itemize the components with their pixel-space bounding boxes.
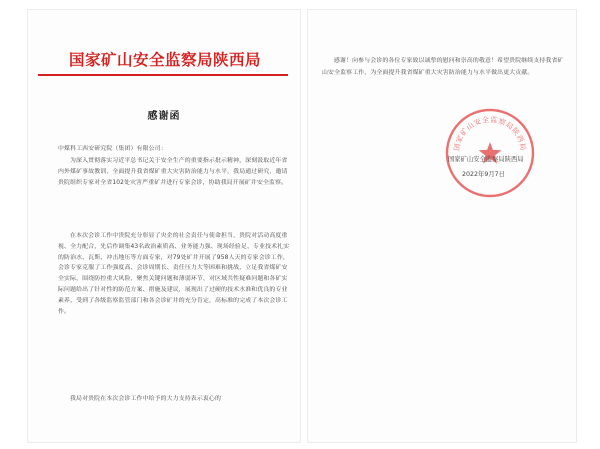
letterhead-rule (38, 74, 288, 76)
letter-page-2 (308, 10, 576, 442)
signature-date: 2022年9月7日 (462, 171, 505, 178)
signer-organization: 国家矿山安全监察局陕西局 (448, 156, 524, 163)
seal-text: 国家矿山安全监察局陕西局 (451, 114, 529, 152)
body-paragraph-3: 我局对贵院在本次会诊工作中给予的大力支持表示衷心的 (70, 396, 222, 402)
body-paragraph-2: 在本次会诊工作中贵院充分彰显了央企的社会责任与使命担当，贵院对活动高度重视、全力配合，先后作调集43名政治素质高、业务能力强、现场经验足、专业技术扎实的防治水、瓦斯、冲击地压等方面专家，对79处矿井开展了958人天的专家会诊工作，会诊专家克服了工作强度高、会诊周期长、责任压力大等困难和挑战，立足我省煤矿安全实际，围绕防控重大风险，聚焦关键问题和薄弱环节，对区域共性疑难问题和各矿实际问题给出了针对性的防范方案、措施及建议，展现出了过硬的技术水准和优良的专业素养，受到了各级监察监管部门和各会诊矿井的充分肯定，高标准的完成了本次会诊工作。 (58, 233, 290, 315)
letter-page-1 (28, 10, 300, 442)
official-seal (444, 107, 536, 199)
letterhead-organization: 国家矿山安全监察局陕西局 (68, 50, 261, 69)
body-paragraph-1: 为深入贯彻落实习近平总书记关于安全生产的重要指示批示精神，深刻汲取近年省内外煤矿事故教训，全面提升我省煤矿重大灾害防治能力与水平，我局通过研究，邀请贵院组织专家对全省102处灾害严重矿井进行专家会诊，协助我局开展矿井安全监察。 (58, 158, 288, 186)
body-paragraph-4: 感谢！向参与会诊的各位专家致以诚挚的慰问和崇高的敬意！希望贵院继续支持我省矿山安全监察工作，为全面提升我省煤矿重大灾害防治能力与水平做出更大贡献。 (322, 58, 564, 76)
document-title: 感谢函 (147, 111, 181, 122)
salutation: 中煤科工西安研究院（集团）有限公司： (58, 146, 167, 152)
